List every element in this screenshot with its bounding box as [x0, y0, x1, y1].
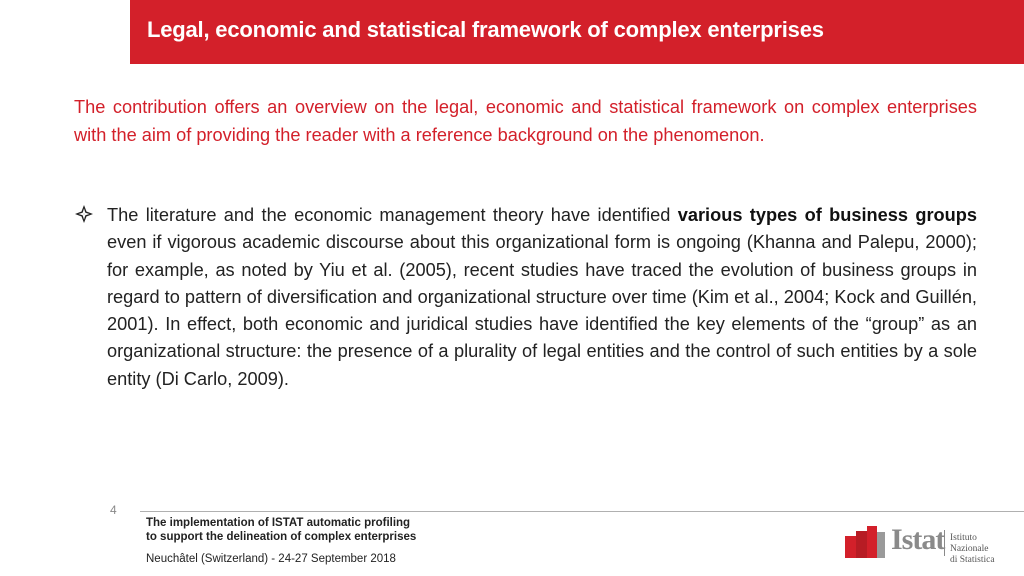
istat-name-line-1: Istituto Nazionale — [950, 533, 989, 554]
istat-full-name — [950, 533, 1005, 566]
logo-divider — [944, 530, 945, 556]
footer-title-line-1: The implementation of ISTAT automatic profiling — [146, 517, 411, 529]
footer-event: Neuchâtel (Switzerland) - 24-27 September 2018 — [146, 553, 396, 565]
title-bar — [130, 0, 1024, 64]
istat-logo-mark-icon — [845, 526, 887, 558]
footer-title-line-2: to support the delineation of complex enterprises — [146, 530, 417, 543]
bullet-text-bold: various types of business groups — [677, 205, 978, 225]
page-number: 4 — [110, 503, 117, 517]
diamond-bullet-icon — [74, 204, 94, 224]
bullet-text-start: The literature and the economic management theory have identified — [107, 205, 678, 225]
footer-title — [146, 517, 416, 544]
footer-divider — [140, 511, 1024, 512]
bullet-item — [74, 202, 977, 393]
bullet-text-end: even if vigorous academic discourse about this organizational form is ongoing (Khanna and Palepu, 2000); for example, as noted by Yiu et al. (2005), recent studies have traced the evolution of business groups in regard to pattern of diversification and organizational structure over time (Kim et al., 2004; Kock and Guillén, 2001). In effect, both economic and juridical studies have identified the key elements of the “group” as an organizational structure: the presence of a plurality of legal entities and the control of such entities by a sole entity (Di Carlo, 2009). — [107, 232, 977, 389]
slide-title: Legal, economic and statistical framework of complex enterprises — [147, 17, 824, 42]
istat-logo — [845, 523, 1005, 565]
istat-wordmark: Istat — [891, 523, 945, 556]
intro-paragraph: The contribution offers an overview on the legal, economic and statistical framework on complex enterprises with the aim of providing the reader with a reference background on the phenomenon. — [74, 97, 977, 145]
istat-name-line-2: di Statistica — [950, 555, 995, 565]
bullet-text — [107, 202, 977, 393]
